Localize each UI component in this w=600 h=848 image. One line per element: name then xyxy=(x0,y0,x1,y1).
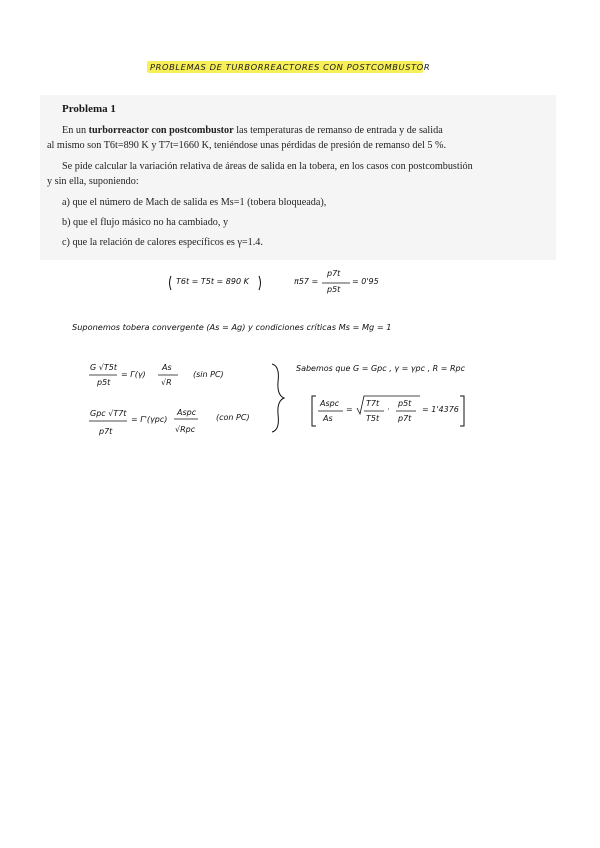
f2-num: Gpc √T7t xyxy=(90,409,127,418)
f2-note: (con PC) xyxy=(216,413,250,422)
problem-heading: Problema 1 xyxy=(62,103,116,115)
supuesto-line: Suponemos tobera convergente (As = Ag) y condiciones críticas Ms = Mg = 1 xyxy=(72,322,392,332)
p1-text-a: En un xyxy=(62,125,87,136)
curly-brace-stroke xyxy=(272,364,284,432)
res-value: = 1'4376 xyxy=(422,405,459,414)
f1-frac-den: √R xyxy=(161,378,172,387)
p1-text-b: las temperaturas de remanso de entrada y de salida xyxy=(236,125,443,136)
problem-item-b: b) que el flujo másico no ha cambiado, y xyxy=(62,217,229,228)
problem-paragraph-2-line-2: y sin ella, suponiendo: xyxy=(47,176,139,187)
f1-den: p5t xyxy=(97,378,111,387)
f1-num: G √T5t xyxy=(90,363,117,372)
f2-frac-num: Aspc xyxy=(177,408,197,417)
res-dot: · xyxy=(387,405,390,414)
eq-pi-den: p5t xyxy=(327,285,341,294)
res-eq-sign: = xyxy=(346,405,353,414)
res-sq2-num: p5t xyxy=(398,399,412,408)
eq-pi-lhs: π57 = xyxy=(294,277,319,286)
f1-frac-num: As xyxy=(162,363,172,372)
problem-paragraph-1-line-2: al mismo son T6t=890 K y T7t=1660 K, teniéndose unas pérdidas de presión de remanso del 5 %. xyxy=(47,140,447,151)
res-sq2-den: p7t xyxy=(398,414,412,423)
res-lhs-den: As xyxy=(323,414,333,423)
problem-item-c: c) que la relación de calores específicos es γ=1.4. xyxy=(62,237,263,248)
res-sq1-num: T7t xyxy=(366,399,380,408)
page-title: PROBLEMAS DE TURBORREACTORES CON POSTCOMBUSTOR xyxy=(150,62,431,72)
result-bracket-left xyxy=(312,396,316,426)
eq-pi-num: p7t xyxy=(327,269,341,278)
eq-temperatures: T6t = T5t = 890 K xyxy=(176,277,249,286)
result-bracket-right xyxy=(460,396,464,426)
f1-mid: = Γ(γ) xyxy=(121,370,146,379)
problem-paragraph-2-line-1: Se pide calcular la variación relativa de áreas de salida en la tobera, en los casos con postcombustión xyxy=(62,161,473,172)
paren-left-stroke xyxy=(170,276,172,290)
f2-den: p7t xyxy=(99,427,113,436)
f2-frac-den: √Rpc xyxy=(175,425,196,434)
res-sq1-den: T5t xyxy=(366,414,380,423)
f1-note: (sin PC) xyxy=(193,370,224,379)
problem-item-a: a) que el número de Mach de salida es Ms=1 (tobera bloqueada), xyxy=(62,197,327,208)
f2-mid: = Γ'(γpc) xyxy=(131,415,168,424)
eq-pi-rhs: = 0'95 xyxy=(352,277,379,286)
sabemos-line: Sabemos que G = Gpc , γ = γpc , R = Rpc xyxy=(296,364,466,373)
p1-bold: turborreactor con postcombustor xyxy=(88,125,234,136)
res-lhs-num: Aspc xyxy=(320,399,340,408)
paren-right-stroke xyxy=(259,276,261,290)
